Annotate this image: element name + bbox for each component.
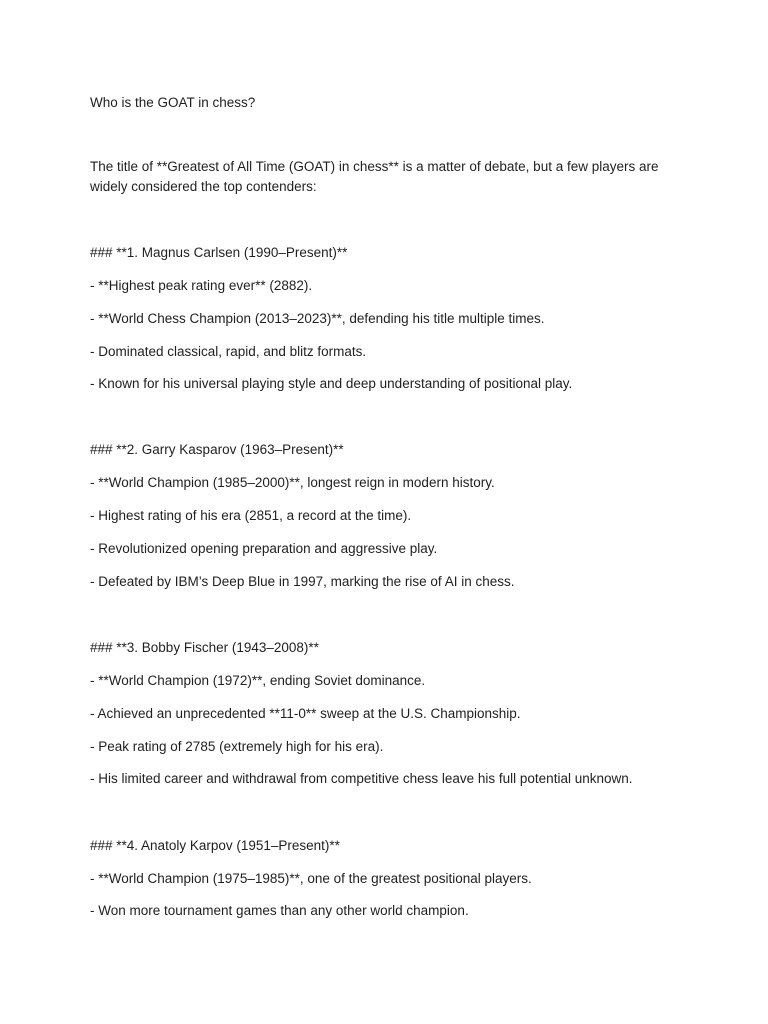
bullet-item: - Highest rating of his era (2851, a record at the time). [90, 508, 412, 523]
bullet-item: - Defeated by IBM’s Deep Blue in 1997, marking the rise of AI in chess. [90, 574, 515, 589]
bullet-item: - **World Champion (1972)**, ending Soviet dominance. [90, 673, 426, 688]
bullet-item: - **World Champion (1975–1985)**, one of the greatest positional players. [90, 871, 532, 886]
bullet-item: - Peak rating of 2785 (extremely high for his era). [90, 739, 384, 754]
bullet-item: - His limited career and withdrawal from competitive chess leave his full potential unknown. [90, 771, 633, 786]
bullet-item: - Revolutionized opening preparation and aggressive play. [90, 541, 438, 556]
bullet-item: - **Highest peak rating ever** (2882). [90, 278, 313, 293]
bullet-item: - Won more tournament games than any other world champion. [90, 903, 469, 918]
section-heading: ### **2. Garry Kasparov (1963–Present)** [90, 442, 344, 457]
bullet-item: - **World Chess Champion (2013–2023)**, defending his title multiple times. [90, 311, 545, 326]
section-heading: ### **1. Magnus Carlsen (1990–Present)** [90, 245, 348, 260]
question-text: Who is the GOAT in chess? [90, 95, 256, 110]
section-heading: ### **4. Anatoly Karpov (1951–Present)** [90, 838, 340, 853]
intro-paragraph: The title of **Greatest of All Time (GOAT) in chess** is a matter of debate, but a few players are widely considered the top contenders: [90, 159, 659, 194]
bullet-item: - Known for his universal playing style and deep understanding of positional play. [90, 376, 573, 391]
section-heading: ### **3. Bobby Fischer (1943–2008)** [90, 640, 319, 655]
bullet-item: - Achieved an unprecedented **11-0** sweep at the U.S. Championship. [90, 706, 521, 721]
bullet-item: - Dominated classical, rapid, and blitz formats. [90, 344, 367, 359]
bullet-item: - **World Champion (1985–2000)**, longest reign in modern history. [90, 475, 495, 490]
